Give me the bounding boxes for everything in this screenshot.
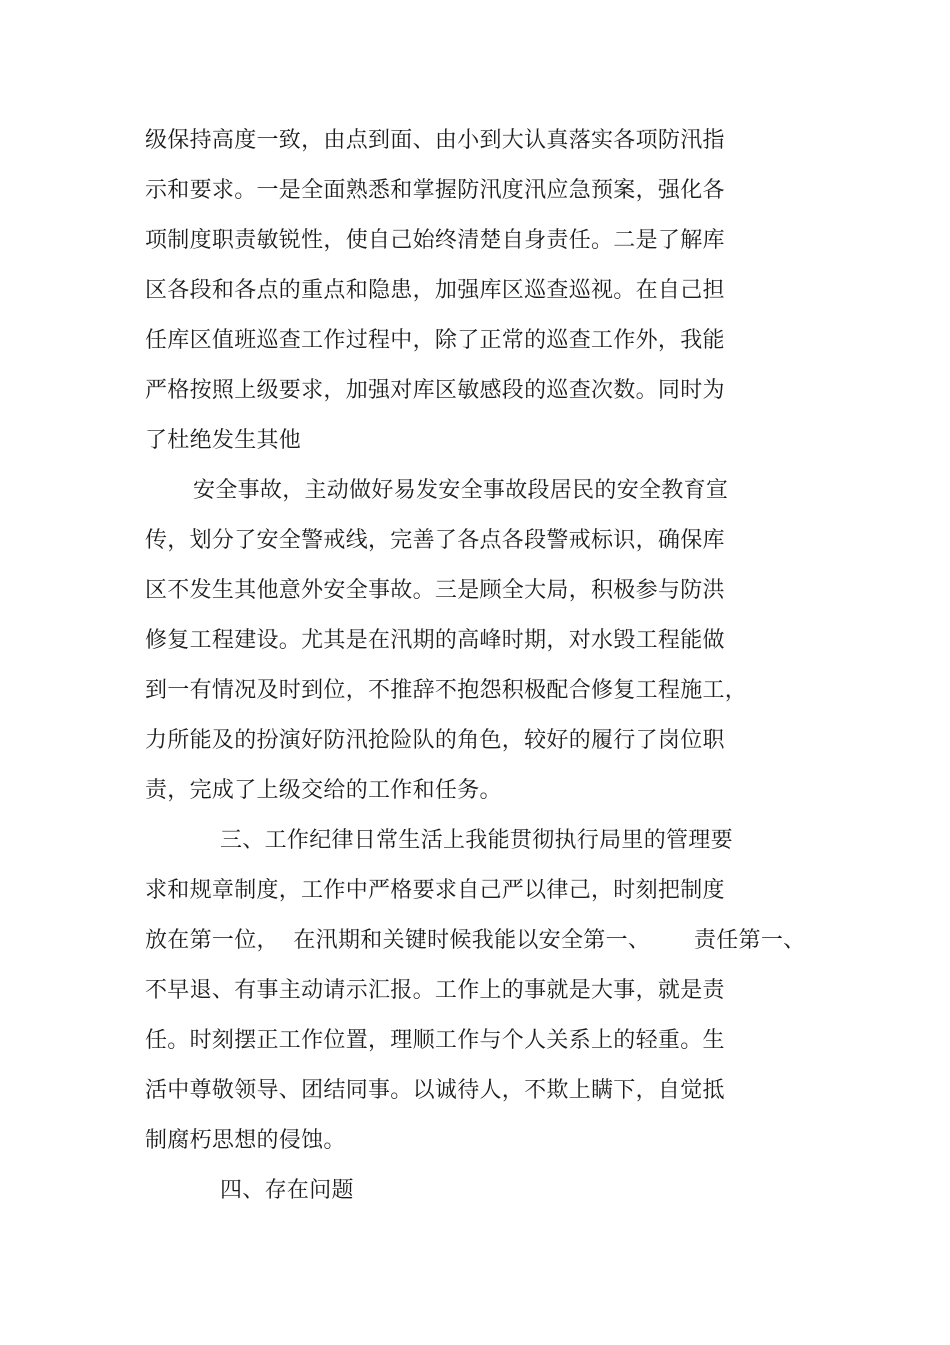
text-line: 严格按照上级要求，加强对库区敏感段的巡查次数。同时为 [145,378,725,403]
text-line: 力所能及的扮演好防汛抢险队的角色，较好的履行了岗位职 [145,728,725,753]
text-line: 任。时刻摆正工作位置，理顺工作与个人关系上的轻重。生 [145,1028,725,1053]
text-line: 活中尊敬领导、团结同事。以诚待人，不欺上瞒下，自觉抵 [145,1078,725,1103]
text-line: 求和规章制度，工作中严格要求自己严以律己，时刻把制度 [145,878,725,903]
paragraph-first-line: 安全事故，主动做好易发安全事故段居民的安全教育宣 [193,478,729,503]
text-line: 了杜绝发生其他 [145,428,302,453]
section-heading: 四、存在问题 [220,1178,354,1203]
text-line: 制腐朽思想的侵蚀。 [145,1128,346,1153]
text-line: 修复工程建设。尤其是在汛期的高峰时期，对水毁工程能做 [145,628,725,653]
text-line: 区各段和各点的重点和隐患，加强库区巡查巡视。在自己担 [145,278,725,303]
text-line: 级保持高度一致，由点到面、由小到大认真落实各项防汛指 [145,128,725,153]
text-line: 传，划分了安全警戒线，完善了各点各段警戒标识，确保库 [145,528,725,553]
text-line: 区不发生其他意外安全事故。三是顾全大局，积极参与防洪 [145,578,725,603]
text-line: 放在第一位， 在汛期和关键时候我能以安全第一、 责任第一、 [145,928,806,953]
text-line: 任库区值班巡查工作过程中，除了正常的巡查工作外，我能 [145,328,725,353]
section-heading-line: 三、工作纪律日常生活上我能贯彻执行局里的管理要 [220,828,733,853]
text-line: 到一有情况及时到位，不推辞不抱怨积极配合修复工程施工， [145,678,748,703]
text-line: 责，完成了上级交给的工作和任务。 [145,778,502,803]
text-line: 项制度职责敏锐性，使自己始终清楚自身责任。二是了解库 [145,228,725,253]
text-line: 不早退、有事主动请示汇报。工作上的事就是大事，就是责 [145,978,725,1003]
text-line: 示和要求。一是全面熟悉和掌握防汛度汛应急预案，强化各 [145,178,725,203]
